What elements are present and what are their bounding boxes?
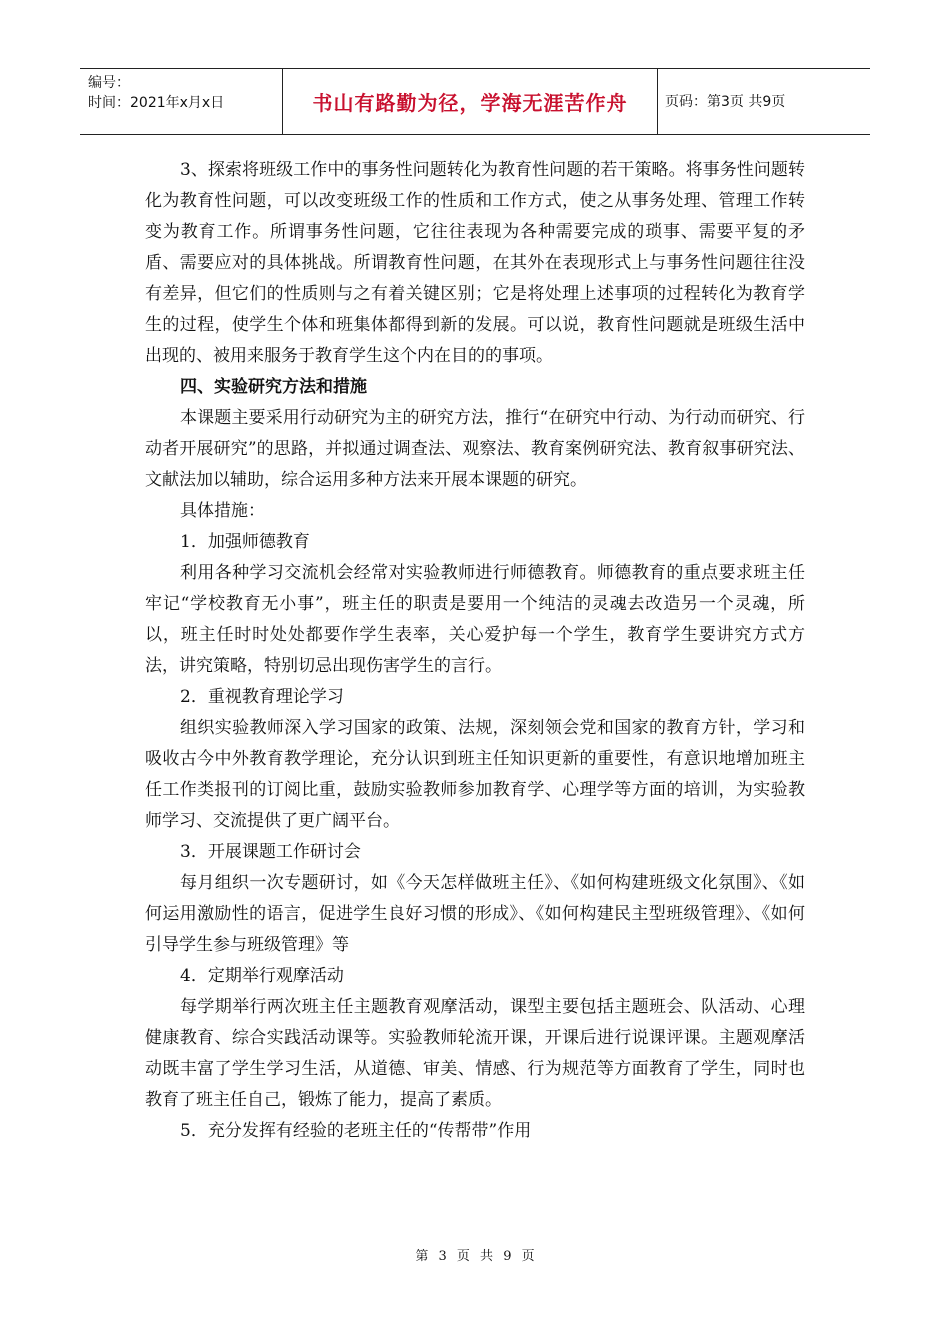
document-number-label: 编号： <box>88 75 130 91</box>
body-paragraph: 组织实验教师深入学习国家的政策、法规，深刻领会党和国家的教育方针，学习和吸收古今中外教育教学理论，充分认识到班主任知识更新的重要性，有意识地增加班主任工作类报刊的订阅比重，鼓励实验教师参加教育学、心理学等方面的培训，为实验教师学习、交流提供了更广阔平台。 <box>145 718 805 831</box>
body-paragraph: 每月组织一次专题研讨，如《今天怎样做班主任》、《如何构建班级文化氛围》、《如何运用激励性的语言，促进学生良好习惯的形成》、《如何构建民主型班级管理》、《如何引导学生参与班级管理》等 <box>145 873 805 955</box>
body-paragraph: 利用各种学习交流机会经常对实验教师进行师德教育。师德教育的重点要求班主任牢记“学校教育无小事”，班主任的职责是要用一个纯洁的灵魂去改造另一个灵魂，所以，班主任时时处处都要作学生表率，关心爱护每一个学生，教育学生要讲究方式方法，讲究策略，特别切忌出现伤害学生的言行。 <box>145 563 805 676</box>
subheading: 3．开展课题工作研讨会 <box>180 842 361 862</box>
subheading: 1．加强师德教育 <box>180 532 310 552</box>
subheading: 4．定期举行观摩活动 <box>180 966 344 986</box>
body-paragraph: 3、探索将班级工作中的事务性问题转化为教育性问题的若干策略。将事务性问题转化为教育性问题，可以改变班级工作的性质和工作方式，使之从事务处理、管理工作转变为教育工作。所谓事务性问题，它往往表现为各种需要完成的琐事、需要平复的矛盾、需要应对的具体挑战。所谓教育性问题，在其外在表现形式上与事务性问题往往没有差异，但它们的性质则与之有着关键区别；它是将处理上述事项的过程转化为教育学生的过程，使学生个体和班集体都得到新的发展。可以说，教育性问题就是班级生活中出现的、被用来服务于教育学生这个内在目的的事项。 <box>145 160 805 366</box>
body-paragraph: 具体措施： <box>180 501 265 521</box>
page-footer: 第 3 页 共 9 页 <box>415 1249 535 1264</box>
page-header <box>80 68 870 135</box>
section-heading: 四、实验研究方法和措施 <box>180 377 367 397</box>
header-page-info: 页码：第3页 共9页 <box>665 94 786 110</box>
header-motto: 书山有路勤为径，学海无涯苦作舟 <box>312 90 628 115</box>
subheading: 2．重视教育理论学习 <box>180 687 344 707</box>
header-divider <box>657 69 658 134</box>
subheading: 5．充分发挥有经验的老班主任的“传帮带”作用 <box>180 1121 532 1141</box>
header-meta <box>88 73 288 113</box>
document-time-label: 时间：2021年x月x日 <box>88 95 225 111</box>
body-paragraph: 每学期举行两次班主任主题教育观摩活动，课型主要包括主题班会、队活动、心理健康教育、综合实践活动课等。实验教师轮流开课，开课后进行说课评课。主题观摩活动既丰富了学生学习生活，从道德、审美、情感、行为规范等方面教育了学生，同时也教育了班主任自己，锻炼了能力，提高了素质。 <box>145 997 805 1110</box>
header-divider <box>282 69 283 134</box>
document-body <box>145 155 805 1147</box>
body-paragraph: 本课题主要采用行动研究为主的研究方法，推行“在研究中行动、为行动而研究、行动者开展研究”的思路，并拟通过调查法、观察法、教育案例研究法、教育叙事研究法、文献法加以辅助，综合运用多种方法来开展本课题的研究。 <box>145 408 805 490</box>
